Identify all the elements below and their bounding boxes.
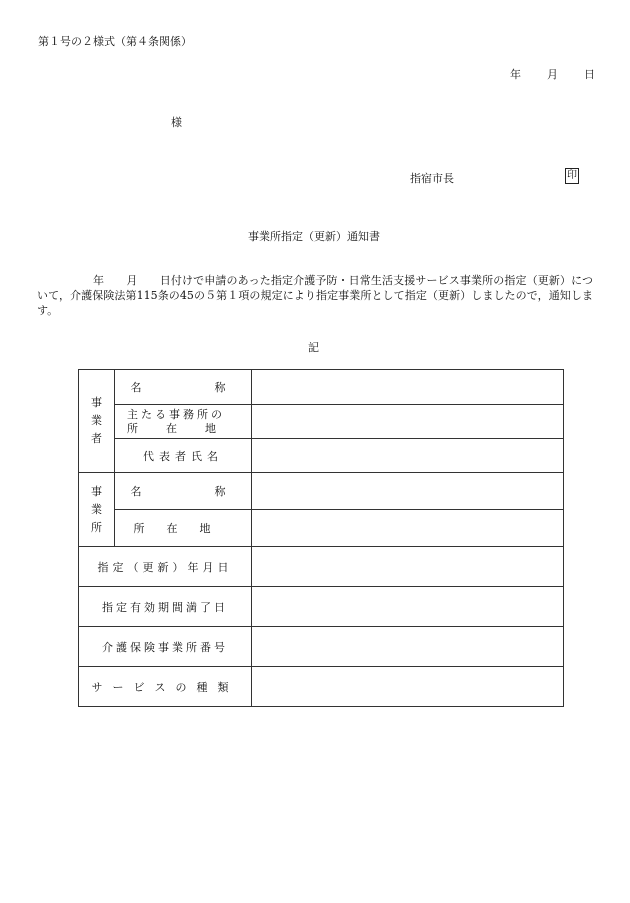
insurance-number-label: 介護保険事業所番号 xyxy=(79,627,252,667)
office-group-char: 所 xyxy=(91,520,102,534)
operator-office-label-line2: 所在地 xyxy=(127,421,244,435)
issuer-name: 指宿市長 xyxy=(410,172,454,185)
expiry-date-label: 指定有効期間満了日 xyxy=(79,587,252,627)
table-row xyxy=(79,627,564,667)
operator-group-char: 者 xyxy=(91,432,102,445)
insurance-number-value[interactable] xyxy=(252,627,564,667)
table-row xyxy=(79,547,564,587)
recipient-suffix: 様 xyxy=(171,116,182,129)
representative-value[interactable] xyxy=(252,439,564,473)
operator-name-label: 名 称 xyxy=(115,370,252,405)
table-row xyxy=(79,439,564,473)
ki-heading: 記 xyxy=(308,341,319,354)
form-number: 第１号の２様式（第４条関係） xyxy=(38,35,192,48)
table-row xyxy=(79,473,564,510)
seal-mark: 印 xyxy=(565,168,579,184)
body-paragraph: 年 月 日付けで申請のあった指定介護予防・日常生活支援サービス事業所の指定（更新）について，介護保険法第115条の45の５第１項の規定により指定事業所として指定（更新）しましたので，通知します。 xyxy=(37,274,593,317)
designation-date-label: 指定（更新）年月日 xyxy=(79,547,252,587)
table-row xyxy=(79,667,564,707)
table-row xyxy=(79,587,564,627)
document-title: 事業所指定（更新）通知書 xyxy=(248,230,380,243)
date-month-label: 月 xyxy=(547,68,558,81)
operator-office-label-line1: 主たる事務所の xyxy=(127,407,225,421)
service-type-label: サービスの種類 xyxy=(79,667,252,707)
office-location-label: 所在地 xyxy=(115,510,252,547)
operator-group-label xyxy=(79,370,115,473)
office-name-value[interactable] xyxy=(252,473,564,510)
service-type-value[interactable] xyxy=(252,667,564,707)
date-day-label: 日 xyxy=(584,68,595,81)
table-row xyxy=(79,370,564,405)
representative-label: 代表者氏名 xyxy=(115,439,252,473)
date-line xyxy=(510,66,595,82)
info-table xyxy=(78,369,564,707)
office-group-char: 業 xyxy=(91,502,102,516)
office-group-char: 事 xyxy=(91,484,102,498)
office-name-label: 名 称 xyxy=(115,473,252,510)
office-location-value[interactable] xyxy=(252,510,564,547)
operator-group-char: 業 xyxy=(91,414,102,427)
date-year-label: 年 xyxy=(510,68,521,81)
table-row xyxy=(79,510,564,547)
operator-office-label xyxy=(115,405,252,439)
expiry-date-value[interactable] xyxy=(252,587,564,627)
designation-date-value[interactable] xyxy=(252,547,564,587)
office-group-label xyxy=(79,473,115,547)
table-row xyxy=(79,405,564,439)
operator-office-value[interactable] xyxy=(252,405,564,439)
operator-group-char: 事 xyxy=(91,396,102,409)
operator-name-value[interactable] xyxy=(252,370,564,405)
